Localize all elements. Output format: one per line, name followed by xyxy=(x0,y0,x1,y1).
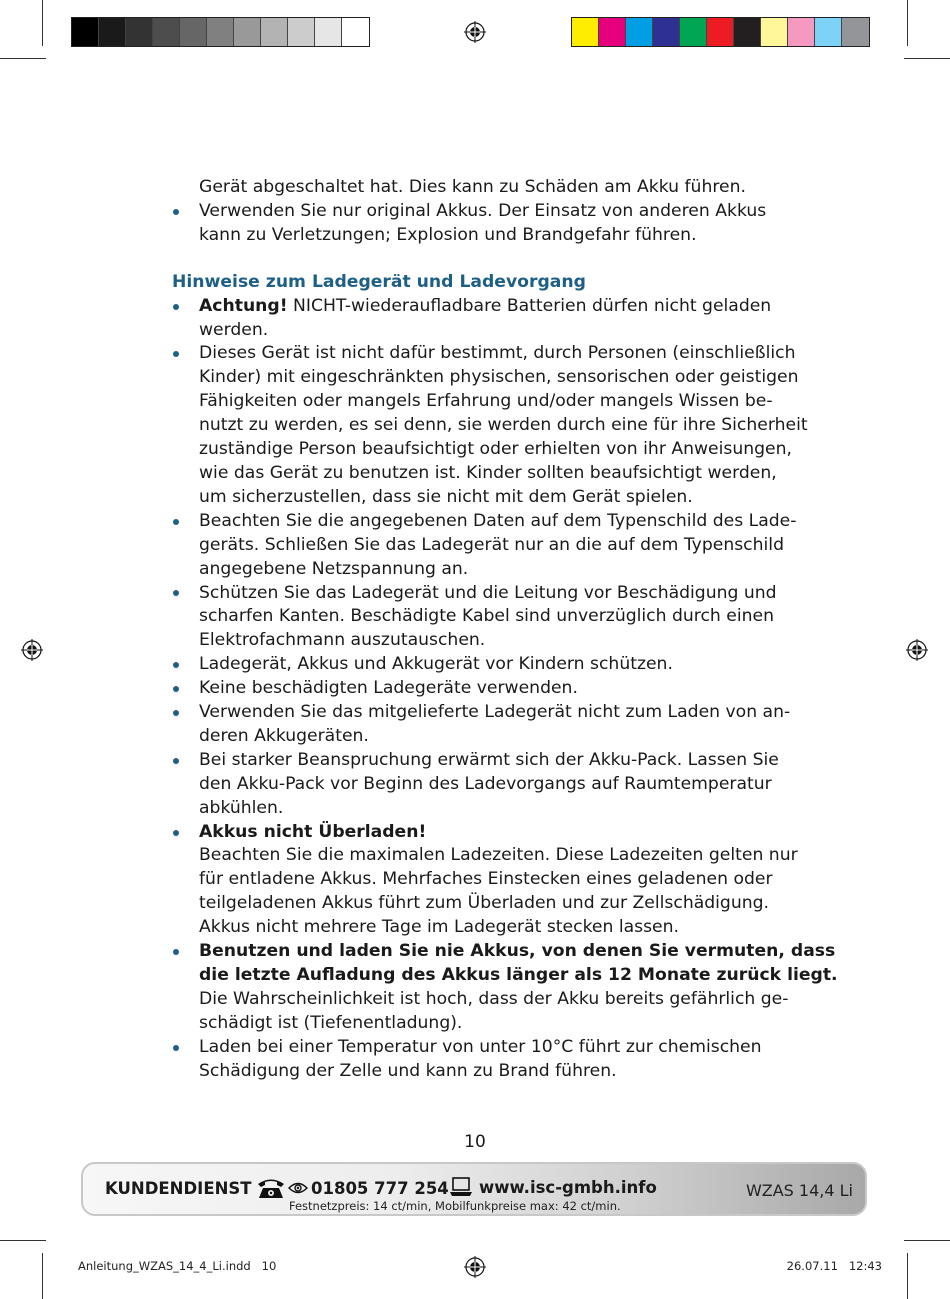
text-line: Schützen Sie das Ladegerät und die Leitung vor Beschädigung und xyxy=(199,582,777,603)
eye-icon xyxy=(288,1181,308,1195)
color-swatch xyxy=(315,18,342,46)
color-swatch xyxy=(842,18,869,46)
text-line: deren Akkugeräten. xyxy=(199,725,369,746)
text-line xyxy=(199,821,782,845)
registration-mark-icon xyxy=(906,639,928,661)
text-line xyxy=(199,940,836,964)
bullet-icon xyxy=(172,653,199,677)
bullet-item xyxy=(172,295,782,343)
text-line: werden. xyxy=(199,319,269,340)
color-swatch xyxy=(234,18,261,46)
crop-mark xyxy=(904,58,950,59)
text-line: Beachten Sie die angegebenen Daten auf dem Typenschild des Lade- xyxy=(199,510,797,531)
warning-label: Achtung! xyxy=(199,295,288,316)
bullet-item xyxy=(172,1036,782,1084)
bullet-item xyxy=(172,342,808,509)
text-line: Keine beschädigten Ladegeräte verwenden. xyxy=(199,678,578,699)
color-swatch xyxy=(734,18,761,46)
page-number: 10 xyxy=(464,1132,486,1152)
bullet-icon xyxy=(172,200,199,224)
crop-mark xyxy=(0,1240,46,1241)
text-line: Verwenden Sie das mitgelieferte Ladegerät nicht zum Laden von an- xyxy=(199,702,791,723)
color-swatch xyxy=(99,18,126,46)
text-line: Gerät abgeschaltet hat. Dies kann zu Schäden am Akku führen. xyxy=(199,177,746,197)
text-line: Bei starker Beanspruchung erwärmt sich der Akku-Pack. Lassen Sie xyxy=(199,749,779,770)
text-line: angegebene Netzspannung an. xyxy=(199,558,469,579)
service-banner xyxy=(81,1162,867,1216)
text-line: den Akku-Pack vor Beginn des Ladevorgangs auf Raumtemperatur xyxy=(199,773,772,794)
text-line: Kinder) mit eingeschränkten physischen, sensorischen oder geistigen xyxy=(199,367,799,388)
bullet-item xyxy=(172,749,782,821)
bullet-item xyxy=(172,821,798,941)
color-swatch xyxy=(72,18,99,46)
text-line: schädigt ist (Tiefenentladung). xyxy=(199,1012,463,1033)
bullet-icon xyxy=(172,821,199,845)
bullet-item xyxy=(172,940,838,1036)
text-line: abkühlen. xyxy=(199,797,284,818)
color-swatch xyxy=(599,18,626,46)
color-swatch xyxy=(815,18,842,46)
text-line: teilgeladenen Akkus führt zum Überladen und zur Zellschädigung. xyxy=(199,893,770,914)
laptop-icon xyxy=(449,1176,473,1198)
process-color-bar xyxy=(571,17,870,47)
crop-mark xyxy=(42,0,43,46)
telephone-icon xyxy=(256,1176,286,1200)
warning-label: Benutzen und laden Sie nie Akkus, von denen Sie vermuten, dass xyxy=(199,941,836,962)
color-swatch xyxy=(761,18,788,46)
text-line: geräts. Schließen Sie das Ladegerät nur an die auf dem Typenschild xyxy=(199,534,784,555)
color-swatch xyxy=(626,18,653,46)
bullet-item xyxy=(172,510,797,582)
bullet-item xyxy=(172,582,782,654)
color-swatch xyxy=(261,18,288,46)
bullet-item xyxy=(172,677,782,701)
text-line: Schädigung der Zelle und kann zu Brand führen. xyxy=(199,1060,617,1081)
bullet-icon xyxy=(172,701,199,725)
color-swatch xyxy=(180,18,207,46)
price-note: Festnetzpreis: 14 ct/min, Mobilfunkpreise max: 42 ct/min. xyxy=(289,1199,621,1213)
text-line: scharfen Kanten. Beschädigte Kabel sind unverzüglich durch einen xyxy=(199,606,774,627)
text-line: Fähigkeiten oder mangels Erfahrung und/oder mangels Wissen be- xyxy=(199,391,773,412)
text-line: Dieses Gerät ist nicht dafür bestimmt, durch Personen (einschließlich xyxy=(199,343,796,364)
text-line: wie das Gerät zu benutzen ist. Kinder sollten beaufsichtigt werden, xyxy=(199,462,777,483)
bullet-icon xyxy=(172,510,199,534)
text-line: Beachten Sie die maximalen Ladezeiten. Diese Ladezeiten gelten nur xyxy=(199,845,798,866)
manual-text xyxy=(172,176,838,1084)
text-line: Ladegerät, Akkus und Akkugerät vor Kindern schützen. xyxy=(199,654,673,675)
bullet-icon xyxy=(172,582,199,606)
bullet-icon xyxy=(172,677,199,701)
bullet-icon xyxy=(172,940,199,964)
crop-mark xyxy=(904,1240,950,1241)
text-line: für entladene Akkus. Mehrfaches Einstecken eines geladenen oder xyxy=(199,869,773,890)
color-swatch xyxy=(680,18,707,46)
warning-label: die letzte Aufladung des Akkus länger als 12 Monate zurück liegt. xyxy=(199,965,838,985)
color-swatch xyxy=(207,18,234,46)
text-line xyxy=(199,964,838,988)
color-swatch xyxy=(707,18,734,46)
service-label: KUNDENDIENST xyxy=(105,1179,252,1198)
bullet-icon xyxy=(172,295,199,319)
text-line xyxy=(199,295,782,319)
color-swatch xyxy=(788,18,815,46)
crop-mark xyxy=(907,1253,908,1299)
bullet-icon xyxy=(172,749,199,773)
text-line: Akkus nicht mehrere Tage im Ladegerät stecken lassen. xyxy=(199,917,679,938)
date-slug: 26.07.11 12:43 xyxy=(786,1259,882,1273)
model-name: WZAS 14,4 Li xyxy=(745,1181,853,1200)
text-line: um sicherzustellen, dass sie nicht mit dem Gerät spielen. xyxy=(199,486,693,507)
crop-mark xyxy=(0,58,46,59)
bullet-icon xyxy=(172,1036,199,1060)
registration-mark-icon xyxy=(464,1256,486,1278)
crop-mark xyxy=(42,1253,43,1299)
bullet-item xyxy=(172,653,782,677)
text-line: nutzt zu werden, es sei denn, sie werden durch eine für ihre Sicherheit xyxy=(199,415,808,436)
color-swatch xyxy=(653,18,680,46)
hotline-number: 01805 777 254 xyxy=(311,1179,449,1198)
color-swatch xyxy=(288,18,315,46)
bullet-item xyxy=(172,200,782,248)
text-line: zuständige Person beaufsichtigt oder erhielten von ihr Anweisungen, xyxy=(199,439,792,460)
color-swatch xyxy=(126,18,153,46)
text-line: Verwenden Sie nur original Akkus. Der Einsatz von anderen Akkus xyxy=(199,200,767,221)
text-span: NICHT-wiederaufladbare Batterien dürfen nicht geladen xyxy=(287,295,772,316)
text-line: Laden bei einer Temperatur von unter 10°C führt zur chemischen xyxy=(199,1036,762,1057)
file-slug: Anleitung_WZAS_14_4_Li.indd 10 xyxy=(78,1259,277,1273)
warning-label: Akkus nicht Überladen! xyxy=(199,821,427,842)
color-swatch xyxy=(572,18,599,46)
text-line: Die Wahrscheinlichkeit ist hoch, dass der Akku bereits gefährlich ge- xyxy=(199,988,789,1009)
color-swatch xyxy=(153,18,180,46)
website-link[interactable]: www.isc-gmbh.info xyxy=(479,1178,657,1197)
bullet-icon xyxy=(172,342,199,366)
bullet-item xyxy=(172,701,791,749)
section-heading: Hinweise zum Ladegerät und Ladevorgang xyxy=(172,271,586,292)
registration-mark-icon xyxy=(464,21,486,43)
grey-color-bar xyxy=(71,17,370,47)
crop-mark xyxy=(907,0,908,46)
color-swatch xyxy=(342,18,369,46)
text-line: Elektrofachmann auszutauschen. xyxy=(199,630,486,651)
registration-mark-icon xyxy=(21,639,43,661)
text-line: kann zu Verletzungen; Explosion und Brandgefahr führen. xyxy=(199,224,697,245)
